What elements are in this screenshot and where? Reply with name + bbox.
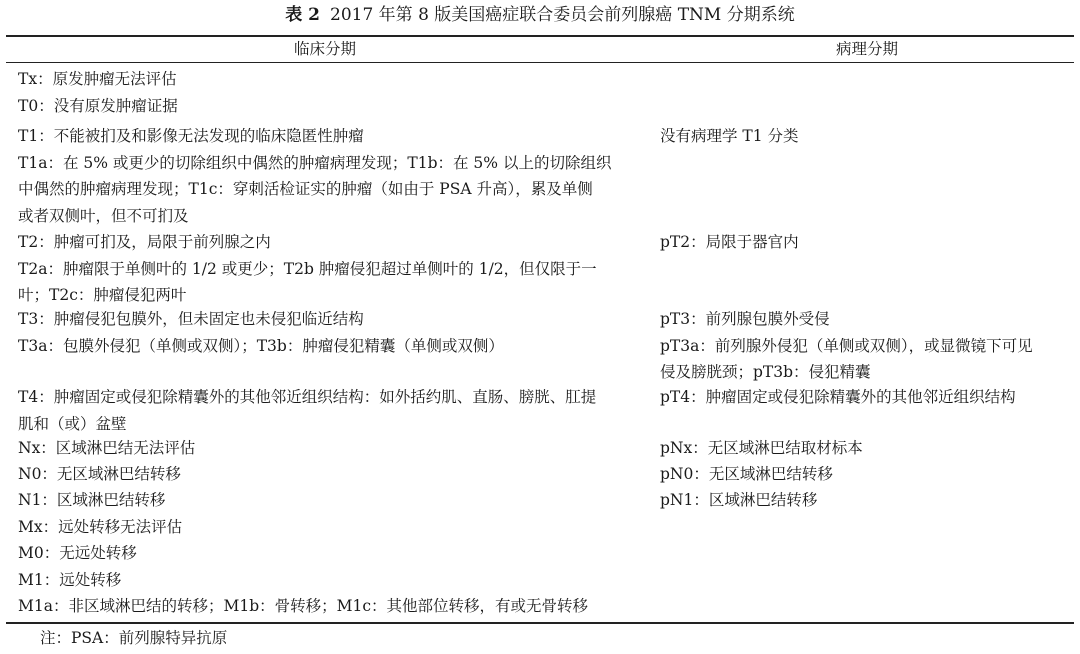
cell-text-line: pT3：前列腺包膜外受侵 [660, 310, 830, 328]
pathological-cell [660, 229, 1072, 256]
clinical-cell [18, 435, 644, 462]
clinical-cell [18, 93, 644, 120]
pathological-cell [660, 461, 1072, 488]
clinical-cell [18, 461, 644, 488]
clinical-cell [18, 123, 644, 229]
cell-text-line: T4：肿瘤固定或侵犯除精囊外的其他邻近组织结构：如外括约肌、直肠、膀胱、肛提 [18, 388, 597, 406]
cell-text-line: T1：不能被扪及和影像无法发现的临床隐匿性肿瘤 [18, 127, 364, 145]
table-title: 2017 年第 8 版美国癌症联合委员会前列腺癌 TNM 分期系统 [330, 5, 795, 25]
clinical-cell [18, 514, 644, 541]
clinical-cell [18, 384, 644, 437]
clinical-cell [18, 306, 644, 359]
cell-text-line: 或者双侧叶，但不可扪及 [18, 206, 189, 225]
cell-text-line: N1：区域淋巴结转移 [18, 491, 166, 509]
cell-text-line: T1a：在 5% 或更少的切除组织中偶然的肿瘤病理发现；T1b：在 5% 以上的切除组织 [18, 153, 612, 172]
cell-text-line: 没有病理学 T1 分类 [660, 127, 799, 145]
cell-text-line: M1：远处转移 [18, 571, 122, 589]
pathological-cell [660, 435, 1072, 462]
pathological-cell [660, 487, 1072, 514]
cell-text-line: Mx：远处转移无法评估 [18, 518, 183, 536]
cell-text-line: T2：肿瘤可扪及，局限于前列腺之内 [18, 233, 271, 251]
cell-text-line: pT2：局限于器官内 [660, 233, 799, 251]
bottom-rule [6, 622, 1074, 624]
table-label: 表 2 [285, 5, 321, 25]
clinical-cell [18, 229, 644, 309]
clinical-cell [18, 593, 644, 620]
cell-text-line: pN0：无区域淋巴结转移 [660, 465, 833, 483]
clinical-cell [18, 540, 644, 567]
clinical-cell [18, 567, 644, 594]
pathological-cell [660, 123, 1072, 150]
clinical-cell [18, 66, 644, 93]
cell-text-line: Tx：原发肿瘤无法评估 [18, 70, 177, 88]
cell-text-line: pT3a：前列腺外侵犯（单侧或双侧），或显微镜下可见 [660, 336, 1033, 355]
cell-text-line: 叶；T2c：肿瘤侵犯两叶 [18, 286, 187, 304]
cell-text-line: 肌和（或）盆壁 [18, 414, 127, 433]
clinical-cell [18, 487, 644, 514]
cell-text-line: Nx：区域淋巴结无法评估 [18, 439, 196, 457]
cell-text-line: T3a：包膜外侵犯（单侧或双侧）；T3b：肿瘤侵犯精囊（单侧或双侧） [18, 336, 504, 355]
cell-text-line: T2a：肿瘤限于单侧叶的 1/2 或更少；T2b 肿瘤侵犯超过单侧叶的 1/2，但仅限于一 [18, 259, 597, 278]
table-note: 注：PSA：前列腺特异抗原 [40, 629, 228, 647]
header-rule [6, 62, 1074, 63]
cell-text-line: pT4：肿瘤固定或侵犯除精囊外的其他邻近组织结构 [660, 388, 1016, 406]
header-clinical-staging: 临床分期 [293, 40, 356, 58]
header-pathological-staging: 病理分期 [835, 40, 898, 58]
cell-text-line: T3：肿瘤侵犯包膜外，但未固定也未侵犯临近结构 [18, 310, 364, 328]
cell-text-line: M1a：非区域淋巴结的转移；M1b：骨转移；M1c：其他部位转移，有或无骨转移 [18, 597, 589, 615]
cell-text-line: 侵及膀胱颈；pT3b：侵犯精囊 [660, 363, 871, 381]
cell-text-line: pN1：区域淋巴结转移 [660, 491, 818, 509]
cell-text-line: pNx：无区域淋巴结取材标本 [660, 439, 863, 457]
cell-text-line: 中偶然的肿瘤病理发现；T1c：穿刺活检证实的肿瘤（如由于 PSA 升高），累及单侧 [18, 180, 593, 198]
table-caption [0, 4, 1080, 26]
cell-text-line: T0：没有原发肿瘤证据 [18, 97, 178, 115]
pathological-cell [660, 306, 1072, 386]
pathological-cell [660, 384, 1072, 411]
cell-text-line: N0：无区域淋巴结转移 [18, 465, 181, 483]
cell-text-line: M0：无远处转移 [18, 544, 137, 562]
top-rule [6, 35, 1074, 37]
